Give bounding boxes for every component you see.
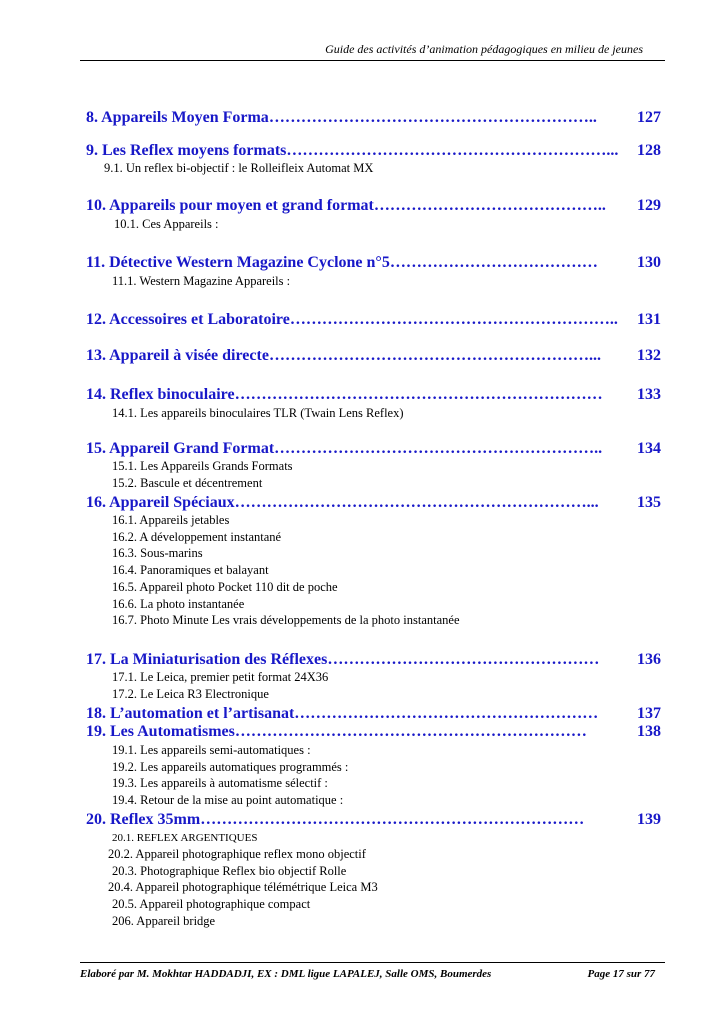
toc-leader: ………………………………… [389, 254, 598, 271]
toc-subentry[interactable]: 17.1. Le Leica, premier petit format 24X36 [112, 670, 329, 684]
toc-subentry[interactable]: 14.1. Les appareils binoculaires TLR (Twain Lens Reflex) [112, 406, 404, 420]
toc-subentry[interactable]: 20.5. Appareil photographique compact [112, 897, 311, 911]
toc-page-number: 131 [637, 311, 661, 328]
toc-subentry[interactable]: 9.1. Un reflex bi-objectif : le Rolleifleix Automat MX [104, 161, 374, 175]
toc-title: 8. Appareils Moyen Forma [86, 109, 269, 126]
toc-entry-17[interactable] [86, 650, 661, 670]
toc-entry-10[interactable] [86, 196, 661, 216]
toc-subentry[interactable]: 20.4. Appareil photographique télémétrique Leica M3 [108, 880, 378, 894]
toc-entry-11[interactable] [86, 253, 661, 273]
toc-title: 20. Reflex 35mm [86, 811, 201, 828]
toc-page-number: 127 [637, 109, 661, 126]
toc-subentry[interactable]: 19.1. Les appareils semi-automatiques : [112, 743, 311, 757]
toc-subentry[interactable]: 16.7. Photo Minute Les vrais développements de la photo instantanée [112, 613, 460, 627]
toc-page-number: 138 [637, 723, 661, 740]
toc-title: 14. Reflex binoculaire [86, 386, 235, 403]
footer-author: Elaboré par M. Mokhtar HADDADJI, EX : DML ligue LAPALEJ, Salle OMS, Boumerdes [80, 968, 492, 980]
toc-entry-18[interactable] [86, 704, 661, 724]
toc-title: 16. Appareil Spéciaux [86, 494, 235, 511]
toc-page-number: 129 [637, 197, 661, 214]
toc-subentry[interactable]: 20.1. REFLEX ARGENTIQUES [112, 832, 258, 844]
toc-entry-8[interactable] [86, 108, 661, 128]
toc-title: 18. L’automation et l’artisanat [86, 705, 295, 722]
toc-entry-14[interactable] [86, 385, 661, 405]
toc-subentry[interactable]: 15.2. Bascule et décentrement [112, 476, 263, 490]
toc-entry-15[interactable] [86, 439, 661, 459]
toc-subentry[interactable]: 19.2. Les appareils automatiques programmés : [112, 760, 349, 774]
toc-leader: …………………………………………………….. [268, 109, 597, 126]
toc-entry-16[interactable] [86, 493, 661, 513]
toc-page-number: 135 [637, 494, 661, 511]
toc-leader: ……………………………………………………... [268, 347, 601, 364]
toc-leader: …………………………………………………………... [234, 494, 599, 511]
toc-entry-19[interactable] [86, 722, 661, 742]
toc-subentry[interactable]: 19.3. Les appareils à automatisme sélectif : [112, 776, 328, 790]
toc-subentry[interactable]: 16.4. Panoramiques et balayant [112, 563, 269, 577]
toc-subentry[interactable]: 20.2. Appareil photographique reflex mono objectif [108, 847, 366, 861]
toc-page-number: 139 [637, 811, 661, 828]
toc-subentry[interactable]: 19.4. Retour de la mise au point automatique : [112, 793, 344, 807]
footer-rule [80, 962, 665, 963]
header-rule [80, 60, 665, 61]
toc-page-number: 133 [637, 386, 661, 403]
toc-leader: ……………………………………………………... [286, 142, 619, 159]
toc-title: 11. Détective Western Magazine Cyclone n°5 [86, 254, 390, 271]
toc-subentry[interactable]: 10.1. Ces Appareils : [114, 217, 219, 231]
toc-title: 17. La Miniaturisation des Réflexes [86, 651, 328, 668]
toc-title: 19. Les Automatismes [86, 723, 235, 740]
toc-leader: …………………………………………………………… [234, 386, 603, 403]
toc-leader: ………………………………………………… [294, 705, 599, 722]
toc-subentry[interactable]: 16.2. A développement instantané [112, 530, 282, 544]
toc-title: 13. Appareil à visée directe [86, 347, 269, 364]
toc-subentry[interactable]: 206. Appareil bridge [112, 914, 216, 928]
toc-page-number: 137 [637, 705, 661, 722]
toc-page-number: 130 [637, 254, 661, 271]
toc-leader: …………………………………………… [327, 651, 600, 668]
toc-subentry[interactable]: 15.1. Les Appareils Grands Formats [112, 459, 293, 473]
toc-title: 15. Appareil Grand Format [86, 440, 275, 457]
toc-title: 12. Accessoires et Laboratoire [86, 311, 290, 328]
toc-subentry[interactable]: 16.5. Appareil photo Pocket 110 dit de poche [112, 580, 338, 594]
toc-leader: ……………………………………………………………… [200, 811, 585, 828]
toc-leader: …………………………………………………….. [289, 311, 618, 328]
toc-entry-13[interactable] [86, 346, 661, 366]
header-title: Guide des activités d’animation pédagogiques en milieu de jeunes [325, 42, 643, 56]
toc-page-number: 134 [637, 440, 661, 457]
toc-entry-9[interactable] [86, 141, 661, 161]
toc-page-number: 132 [637, 347, 661, 364]
toc-leader: ………………………………………………………… [234, 723, 587, 740]
toc-page-number: 136 [637, 651, 661, 668]
toc-title: 9. Les Reflex moyens formats [86, 142, 287, 159]
toc-subentry[interactable]: 17.2. Le Leica R3 Electronique [112, 687, 269, 701]
toc-page-number: 128 [637, 142, 661, 159]
toc-subentry[interactable]: 16.1. Appareils jetables [112, 513, 230, 527]
toc-subentry[interactable]: 16.3. Sous-marins [112, 546, 203, 560]
toc-entry-20[interactable] [86, 810, 661, 830]
toc-leader: …………………………………….. [373, 197, 606, 214]
toc-subentry[interactable]: 16.6. La photo instantanée [112, 597, 245, 611]
toc-subentry[interactable]: 11.1. Western Magazine Appareils : [112, 274, 291, 288]
toc-leader: …………………………………………………….. [274, 440, 603, 457]
toc-subentry[interactable]: 20.3. Photographique Reflex bio objectif Rolle [112, 864, 347, 878]
footer-bar [80, 967, 665, 981]
page-number: Page 17 sur 77 [587, 968, 655, 980]
toc-title: 10. Appareils pour moyen et grand format [86, 197, 374, 214]
toc-entry-12[interactable] [86, 310, 661, 330]
